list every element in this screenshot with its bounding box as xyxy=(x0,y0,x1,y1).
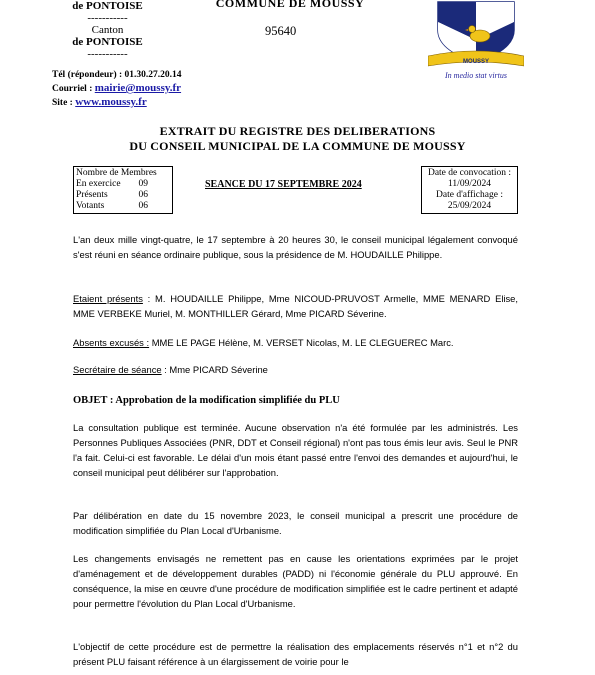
coat-of-arms-logo xyxy=(428,0,524,68)
paragraph-objective: L'objectif de cette procédure est de permettre la réalisation des emplacements réservés n°1 et n°2 du présent PLU faisant référence à un élargissement de voirie pour le xyxy=(73,641,518,667)
canton-city: de PONTOISE xyxy=(72,36,143,48)
absents-paragraph xyxy=(73,335,518,350)
convocation-box xyxy=(421,166,518,214)
paragraph-consultation: La consultation publique est terminée. Aucune observation n'a été formulée par les administrés. Les Personnes Publiques Associées (PNR, DDT et Conseil régional) n'ont pas tous émis leur avis. Seul le PNR l'a fait. Celui-ci est favorable. Le délai d'un mois étant passé entre l'envoi des demandes et aujourd'hui, le conseil municipal peut délibérer sur l'approbation. xyxy=(73,422,518,478)
presents-paragraph xyxy=(73,291,518,321)
motto: In medio stat virtus xyxy=(445,71,507,80)
site-line xyxy=(52,96,182,110)
site-link[interactable]: www.moussy.fr xyxy=(75,96,147,108)
mairie-header xyxy=(40,0,175,60)
session-date: SEANCE DU 17 SEPTEMBRE 2024 xyxy=(205,179,362,190)
separator: ----------- xyxy=(87,12,128,24)
secretary-label: Secrétaire de séance xyxy=(73,364,162,375)
secretary-paragraph xyxy=(73,362,518,377)
members-row: Présents 06 xyxy=(76,190,148,200)
intro-paragraph: L'an deux mille vingt-quatre, le 17 septembre à 20 heures 30, le conseil municipal légalement convoqué s'est réuni en séance ordinaire publique, sous la présidence de M. HOUDAILLE Philippe. xyxy=(73,234,518,260)
document-title-line1: EXTRAIT DU REGISTRE DES DELIBERATIONS xyxy=(159,124,436,138)
postal-code: 95640 xyxy=(265,24,297,38)
separator: ----------- xyxy=(87,48,128,60)
canton-label: Canton xyxy=(91,24,124,36)
members-row: En exercice 09 xyxy=(76,179,148,189)
presents-list: : M. HOUDAILLE Philippe, Mme NICOUD-PRUVOST Armelle, MME MENARD Elise, MME VERBEKE Muriel, M. MONTHILLER Gérard, Mme PICARD Séverine. xyxy=(73,293,518,319)
commune-title: COMMUNE DE MOUSSY xyxy=(215,0,365,10)
contact-block xyxy=(52,69,182,110)
site-label: Site : xyxy=(52,98,76,108)
email-label: Courriel : xyxy=(52,84,95,94)
prefecture-line: de PONTOISE xyxy=(72,0,143,12)
presents-label: Etaient présents xyxy=(73,293,143,304)
paragraph-changes: Les changements envisagés ne remettent pas en cause les orientations exprimées par le projet d'aménagement et de développement durables (PADD) ni l'économie générale du PLU approuvé. En conséquence, la mise en œuvre d'une procédure de modification simplifiée est le cadre pertinent et adapté pour permettre l'évolution du Plan Local d'Urbanisme. xyxy=(73,553,518,609)
paragraph-deliberation: Par délibération en date du 15 novembre 2023, le conseil municipal a prescrit une procédure de modification simplifiée du Plan Local d'Urbanisme. xyxy=(73,510,518,536)
affichage-date: 25/09/2024 xyxy=(447,201,492,211)
convocation-label: Date de convocation : xyxy=(427,168,512,178)
convocation-date: 11/09/2024 xyxy=(448,179,491,189)
document-title-line2: DU CONSEIL MUNICIPAL DE LA COMMUNE DE MOUSSY xyxy=(129,139,466,153)
members-heading: Nombre de Membres xyxy=(76,168,157,178)
absents-list: MME LE PAGE Hélène, M. VERSET Nicolas, M. LE CLEGUEREC Marc. xyxy=(149,337,454,348)
object-heading: OBJET : Approbation de la modification simplifiée du PLU xyxy=(73,395,340,406)
affichage-label: Date d'affichage : xyxy=(436,190,503,200)
secretary-name: : Mme PICARD Séverine xyxy=(161,364,268,375)
members-count-box xyxy=(73,166,173,214)
email-line xyxy=(52,82,182,96)
absents-label: Absents excusés : xyxy=(73,337,150,348)
phone-line: Tél (répondeur) : 01.30.27.20.14 xyxy=(52,70,182,80)
members-row: Votants 06 xyxy=(76,201,148,211)
crest-banner-text: MOUSSY xyxy=(462,59,490,65)
email-link[interactable]: mairie@moussy.fr xyxy=(94,82,182,94)
